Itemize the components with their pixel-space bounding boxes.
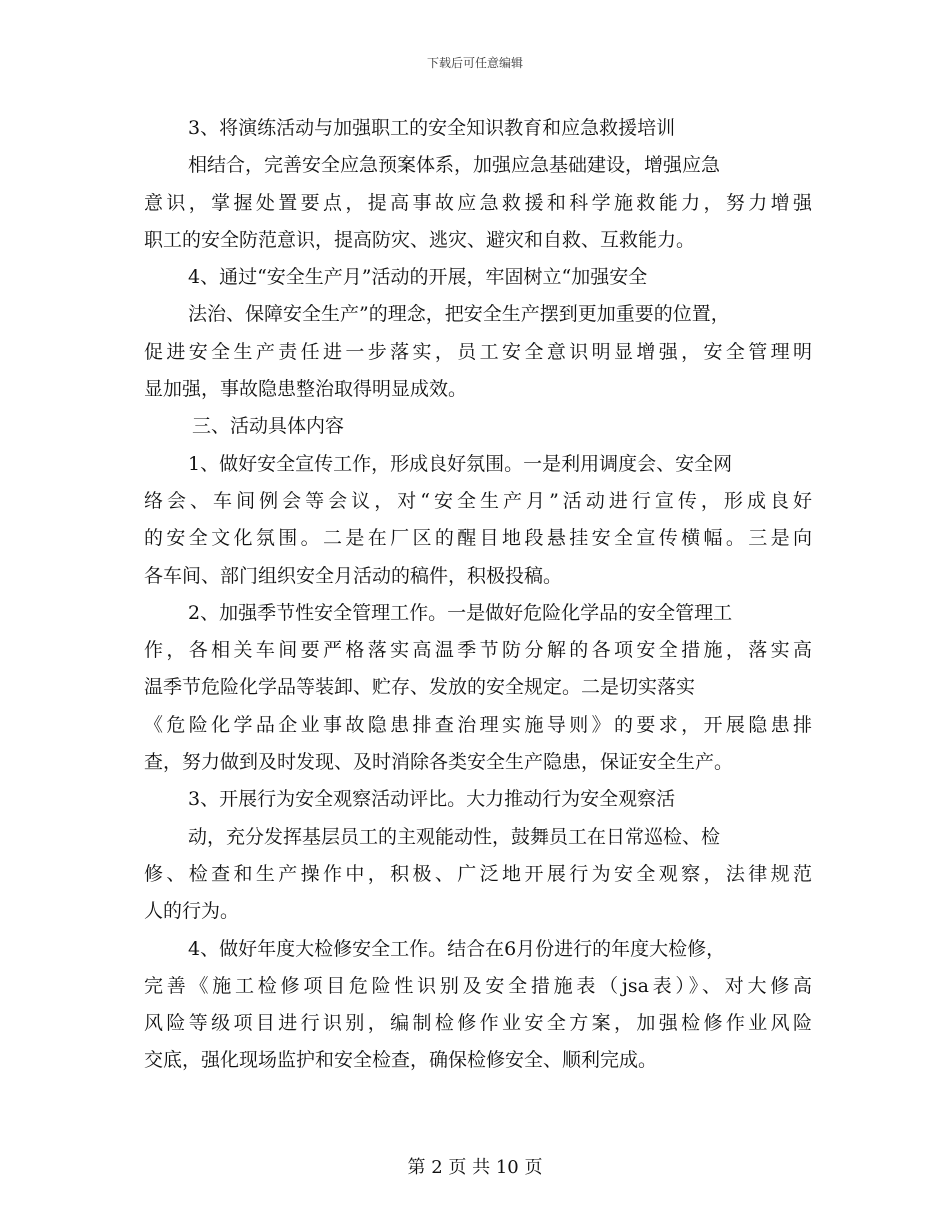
paragraph-line: 3、开展行为安全观察活动评比。大力推动行为安全观察活 bbox=[188, 788, 676, 811]
paragraph-line: 显加强，事故隐患整治取得明显成效。 bbox=[144, 378, 468, 401]
paragraph-line: 相结合，完善安全应急预案体系，加强应急基础建设，增强应急 bbox=[188, 154, 721, 177]
paragraph-line: 交底，强化现场监护和安全检查，确保检修安全、顺利完成。 bbox=[144, 1049, 658, 1072]
paragraph-line: 职工的安全防范意识，提高防灾、逃灾、避灾和自救、互救能力。 bbox=[144, 228, 696, 251]
paragraph-line: 《危险化学品企业事故隐患排查治理实施导则》的要求，开展隐患排 bbox=[144, 713, 812, 736]
paragraph-line: 修、检查和生产操作中，积极、广泛地开展行为安全观察，法律规范 bbox=[144, 862, 812, 885]
paragraph-line: 温季节危险化学品等装卸、贮存、发放的安全规定。二是切实落实 bbox=[144, 676, 696, 699]
paragraph-line: 1、做好安全宣传工作，形成良好氛围。一是利用调度会、安全网 bbox=[188, 452, 733, 475]
section-heading: 三、活动具体内容 bbox=[192, 415, 345, 438]
paragraph-line: 意识，掌握处置要点，提高事故应急救援和科学施救能力，努力增强 bbox=[144, 191, 812, 214]
paragraph-line: 4、通过“安全生产月”活动的开展，牢固树立“加强安全 bbox=[188, 266, 648, 289]
paragraph-line: 促进安全生产责任进一步落实，员工安全意识明显增强，安全管理明 bbox=[144, 340, 812, 363]
paragraph-line: 4、做好年度大检修安全工作。结合在6月份进行的年度大检修， bbox=[188, 937, 726, 960]
paragraph-line: 风险等级项目进行识别，编制检修作业安全方案，加强检修作业风险 bbox=[144, 1012, 812, 1035]
paragraph-line: 法治、保障安全生产”的理念，把安全生产摆到更加重要的位置， bbox=[188, 303, 730, 326]
page-number: 第 2 页 共 10 页 bbox=[407, 1157, 543, 1178]
paragraph-line: 查，努力做到及时发现、及时消除各类安全生产隐患，保证安全生产。 bbox=[144, 751, 734, 774]
paragraph-line: 的安全文化氛围。二是在厂区的醒目地段悬挂安全宣传横幅。三是向 bbox=[144, 527, 812, 550]
page-header: 下载后可任意编辑 bbox=[426, 56, 523, 70]
paragraph-line: 动，充分发挥基层员工的主观能动性，鼓舞员工在日常巡检、检 bbox=[188, 825, 721, 848]
paragraph-line: 2、加强季节性安全管理工作。一是做好危险化学品的安全管理工 bbox=[188, 601, 733, 624]
paragraph-line: 各车间、部门组织安全月活动的稿件，积极投稿。 bbox=[144, 564, 563, 587]
paragraph-line: 完善《施工检修项目危险性识别及安全措施表（jsa表）》、对大修高 bbox=[144, 974, 812, 997]
paragraph-line: 人的行为。 bbox=[144, 900, 240, 923]
paragraph-line: 络会、车间例会等会议，对“安全生产月”活动进行宣传，形成良好 bbox=[144, 489, 812, 512]
paragraph-line: 作，各相关车间要严格落实高温季节防分解的各项安全措施，落实高 bbox=[144, 639, 812, 662]
document-body bbox=[144, 110, 812, 1080]
paragraph-line: 3、将演练活动与加强职工的安全知识教育和应急救援培训 bbox=[188, 117, 676, 139]
